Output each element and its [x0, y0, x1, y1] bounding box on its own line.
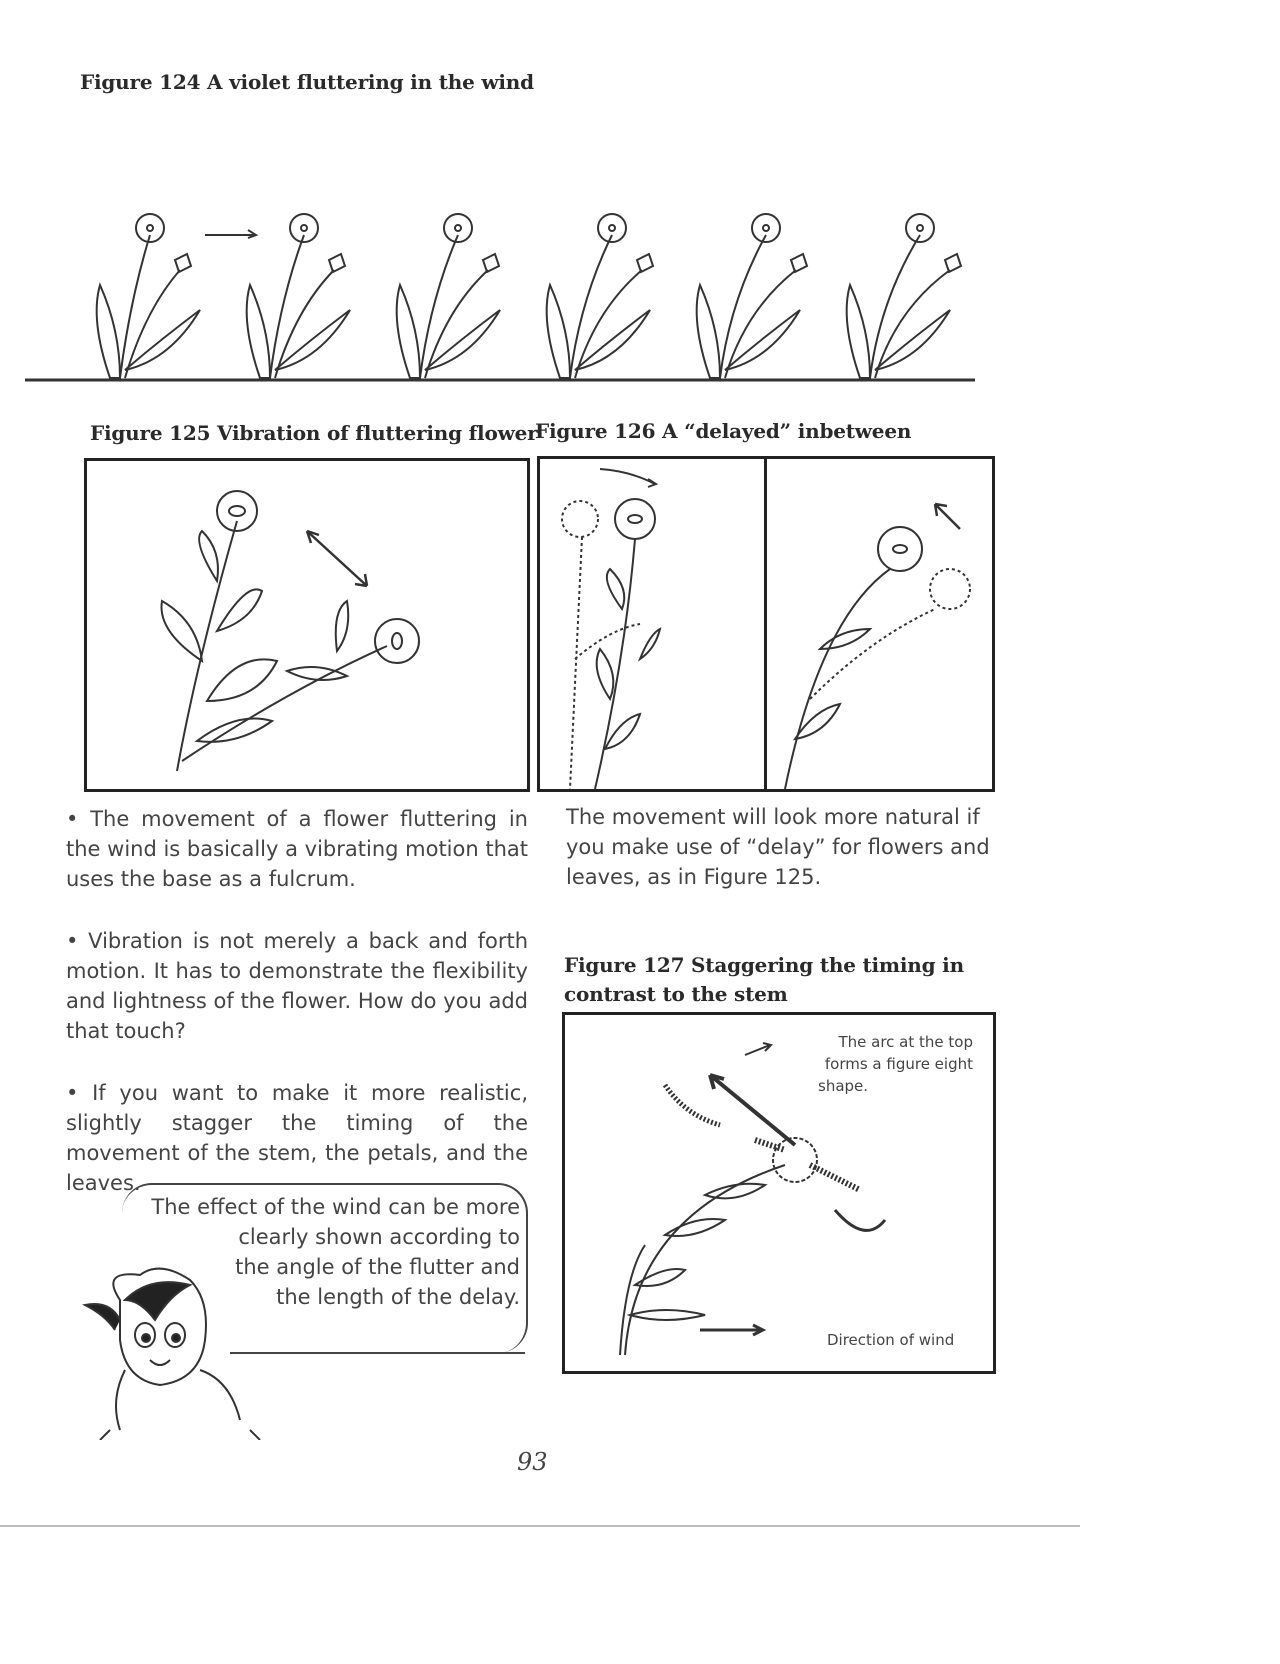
violet-frame	[397, 214, 500, 378]
violet-frame	[247, 214, 350, 378]
page-bottom-edge	[0, 1525, 1080, 1527]
bubble-line4: the length of the delay.	[276, 1285, 520, 1309]
motion-arrow-icon	[935, 504, 960, 529]
figure-127-caption-line2: contrast to the stem	[564, 982, 788, 1006]
figure-124-caption: Figure 124 A violet fluttering in the wind	[80, 70, 534, 94]
figure-127-caption	[564, 951, 964, 1009]
violet-frame	[97, 214, 200, 378]
wind-arrow-icon	[205, 230, 256, 238]
bubble-line2: clearly shown according to	[238, 1225, 520, 1249]
wind-arrow-icon	[600, 469, 656, 487]
figure-127-illustration	[562, 1012, 996, 1374]
figure-126-caption: Figure 126 A “delayed” inbetween	[535, 419, 912, 443]
figure-126-illustration	[537, 456, 995, 792]
violet-frame	[697, 214, 807, 378]
paragraph-stagger: • If you want to make it more realistic, slightly stagger the timing of the movement of the stem, the petals, and the leaves.	[66, 1081, 528, 1195]
arc-label-line3: shape.	[818, 1077, 869, 1095]
wind-arrow-icon	[700, 1325, 763, 1335]
violet-frame	[547, 214, 653, 378]
paragraph-vibration: • Vibration is not merely a back and forth motion. It has to demonstrate the flexibility and lightness of the flower. How do you add that touch?	[66, 929, 528, 1043]
astro-boy-character-illustration	[80, 1260, 280, 1440]
page-number: 93	[517, 1448, 548, 1476]
paragraph-fulcrum: • The movement of a flower fluttering in the wind is basically a vibrating motion that uses the base as a fulcrum.	[66, 807, 528, 891]
figure-124-violet-sequence	[20, 190, 980, 390]
paragraph-delay: The movement will look more natural if you make use of “delay” for flowers and leaves, as in Figure 125.	[566, 805, 990, 889]
bubble-line1: The effect of the wind can be more	[151, 1195, 520, 1219]
figure-125-illustration	[84, 458, 530, 792]
violet-frame	[847, 214, 961, 378]
bubble-line3: the angle of the flutter and	[235, 1255, 520, 1279]
arc-label-line1: The arc at the top	[838, 1033, 973, 1051]
wind-label: Direction of wind	[827, 1331, 955, 1349]
arc-label-line2: forms a figure eight	[824, 1055, 973, 1073]
vibration-arrow-icon	[307, 531, 367, 586]
figure-125-caption: Figure 125 Vibration of fluttering flower	[90, 421, 538, 445]
figure-127-caption-line1: Figure 127 Staggering the timing in	[564, 953, 964, 977]
